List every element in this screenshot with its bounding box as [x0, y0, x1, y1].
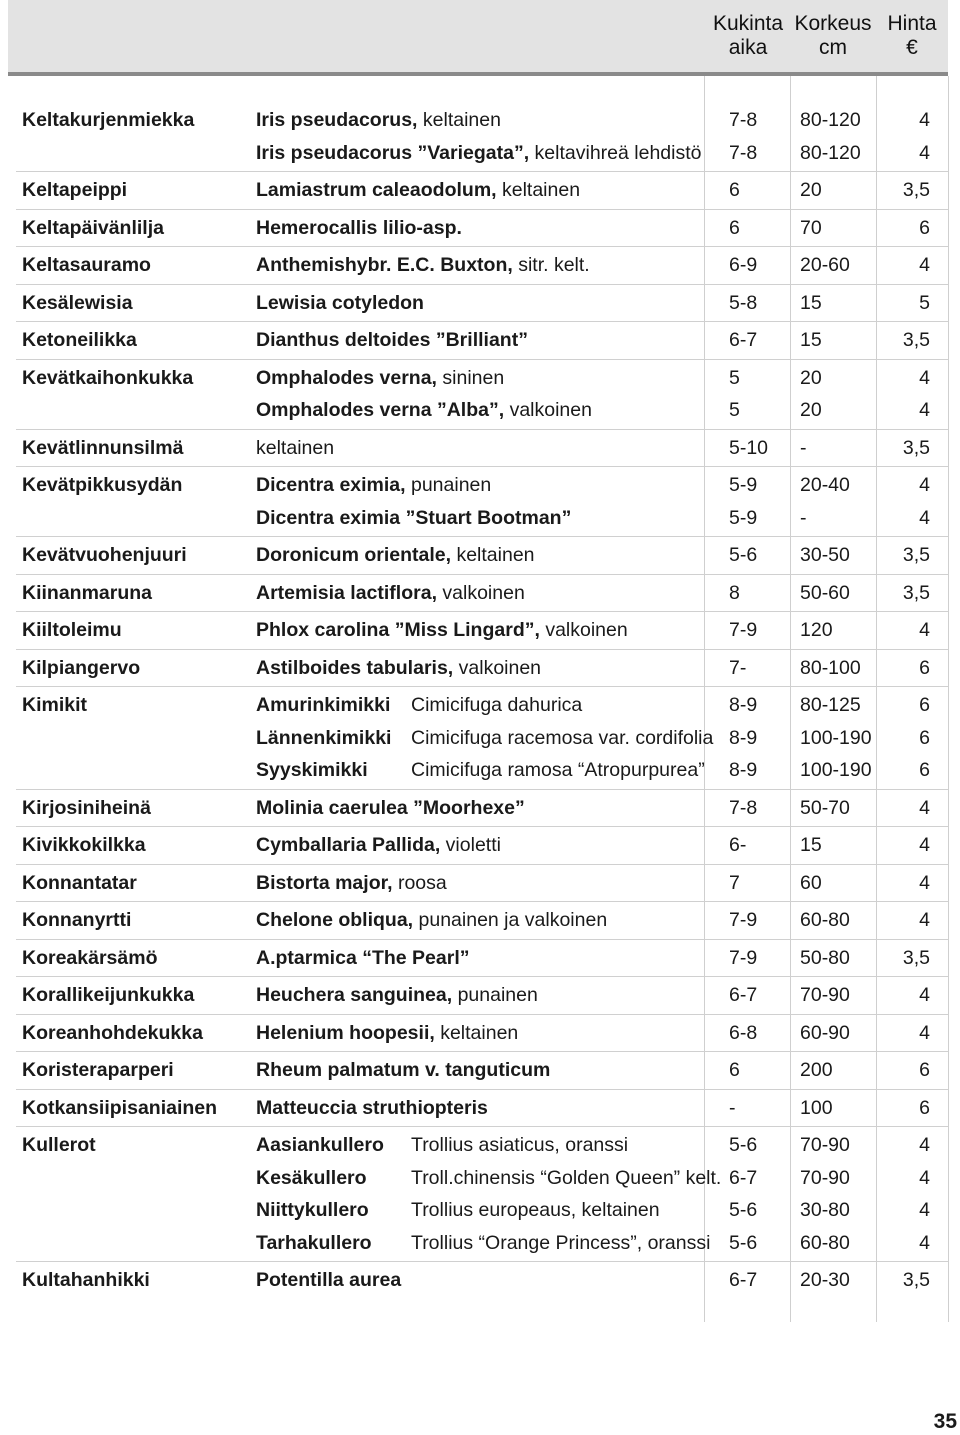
plant-latin-name: [256, 366, 504, 390]
header-hinta-line2: €: [906, 36, 918, 59]
plant-latin-name: [256, 758, 368, 782]
latin-name-description: roosa: [392, 871, 447, 894]
bloom-time: 8-9: [729, 759, 758, 781]
latin-name-bold: Phlox carolina ”Miss Lingard”,: [256, 619, 540, 641]
price: 4: [919, 474, 930, 496]
plant-latin-name: [256, 581, 525, 605]
price: 3,5: [902, 329, 930, 351]
price: 4: [919, 254, 930, 276]
plant-botanical-name: Troll.chinensis “Golden Queen” kelt.: [411, 1166, 722, 1189]
height: -: [800, 506, 807, 529]
latin-name-bold: Potentilla aurea: [256, 1269, 402, 1291]
height: 70-90: [800, 1134, 850, 1156]
latin-name-bold: Dicentra eximia ”Stuart Bootman”: [256, 506, 572, 529]
row-separator: [16, 246, 948, 247]
plant-latin-name: [256, 178, 580, 202]
price: 4: [919, 1166, 930, 1189]
latin-name-bold: A.ptarmica “The Pearl”: [256, 946, 470, 969]
latin-name-bold: Dianthus deltoides ”Brilliant”: [256, 329, 528, 351]
price: 4: [919, 834, 930, 856]
price: 6: [919, 726, 930, 749]
height: 100-190: [800, 759, 872, 781]
plant-latin-name: [256, 656, 541, 680]
row-separator: [16, 359, 948, 360]
plant-finnish-name: Konnantatar: [22, 871, 137, 894]
plant-finnish-name: Kilpiangervo: [22, 656, 141, 679]
bloom-time: 5: [729, 399, 740, 421]
bloom-time: 6-8: [729, 1021, 758, 1044]
bloom-time: 5-10: [729, 436, 769, 459]
height: 120: [800, 619, 833, 641]
price: 3,5: [902, 946, 930, 969]
row-separator: [16, 939, 948, 940]
plant-finnish-name: Keltapeippi: [22, 179, 128, 201]
bloom-time: 6-7: [729, 984, 758, 1006]
latin-name-bold: Molinia caerulea ”Moorhexe”: [256, 796, 525, 819]
latin-name-bold: Iris pseudacorus ”Variegata”,: [256, 141, 530, 164]
height: 70: [800, 216, 822, 239]
bloom-time: 6-7: [729, 1269, 758, 1291]
latin-name-bold: Chelone obliqua,: [256, 909, 414, 931]
latin-name-description: punainen ja valkoinen: [413, 909, 608, 931]
price: 6: [919, 656, 930, 679]
column-divider: [704, 76, 705, 1322]
latin-name-bold: Omphalodes verna,: [256, 366, 437, 389]
plant-latin-name: [256, 946, 470, 970]
plant-latin-name: [256, 1021, 518, 1045]
latin-name-bold: Heuchera sanguinea,: [256, 984, 453, 1006]
row-separator: [16, 209, 948, 210]
height: 20-40: [800, 474, 850, 496]
header-korkeus: [790, 12, 876, 60]
plant-botanical-name: Cimicifuga ramosa “Atropurpurea”: [411, 759, 705, 781]
latin-name-bold: Syyskimikki: [256, 759, 368, 781]
plant-finnish-name: Keltasauramo: [22, 254, 151, 276]
price: 6: [919, 216, 930, 239]
row-separator: [16, 1089, 948, 1090]
row-separator: [16, 864, 948, 865]
bloom-time: 5-9: [729, 474, 758, 496]
height: 80-120: [800, 141, 861, 164]
latin-name-description: valkoinen: [539, 619, 628, 641]
price: 6: [919, 1096, 930, 1119]
height: 20-60: [800, 254, 850, 276]
row-separator: [16, 789, 948, 790]
price: 4: [919, 1231, 930, 1254]
plant-finnish-name: Kevätpikkusydän: [22, 474, 183, 496]
plant-finnish-name: Keltakurjenmiekka: [22, 109, 195, 131]
height: 80-120: [800, 109, 861, 131]
bloom-time: -: [729, 1096, 736, 1119]
header-divider: [8, 72, 948, 76]
plant-latin-name: [256, 1058, 550, 1082]
row-separator: [16, 284, 948, 285]
latin-name-bold: Lännenkimikki: [256, 726, 392, 749]
bloom-time: 5: [729, 366, 740, 389]
latin-name-bold: Dicentra eximia,: [256, 474, 406, 496]
header-kukinta-aika: [706, 12, 790, 60]
row-separator: [16, 901, 948, 902]
plant-latin-name: [256, 253, 590, 277]
latin-name-bold: Doronicum orientale,: [256, 544, 452, 566]
price: 6: [919, 694, 930, 716]
height: 50-70: [800, 796, 850, 819]
header-korkeus-line1: Korkeus: [794, 12, 872, 35]
price: 4: [919, 1021, 930, 1044]
plant-finnish-name: Ketoneilikka: [22, 329, 137, 351]
row-separator: [16, 1261, 948, 1262]
latin-name-description: valkoinen: [453, 656, 542, 679]
price: 4: [919, 109, 930, 131]
height: 20: [800, 179, 822, 201]
height: 100: [800, 1096, 833, 1119]
height: 80-100: [800, 656, 861, 679]
row-separator: [16, 466, 948, 467]
price: 4: [919, 399, 930, 421]
latin-name-bold: Tarhakullero: [256, 1231, 372, 1254]
price: 4: [919, 871, 930, 894]
latin-name-bold: Cymballaria Pallida,: [256, 834, 441, 856]
latin-name-bold: Amurinkimikki: [256, 694, 391, 716]
column-divider: [948, 76, 949, 1322]
bloom-time: 6: [729, 1059, 740, 1081]
bloom-time: 7-8: [729, 141, 758, 164]
latin-name-description: valkoinen: [504, 399, 592, 421]
header-korkeus-line2: cm: [819, 36, 847, 59]
price: 4: [919, 796, 930, 819]
bloom-time: 7-9: [729, 619, 758, 641]
row-separator: [16, 574, 948, 575]
row-separator: [16, 536, 948, 537]
plant-latin-name: [256, 618, 628, 642]
plant-latin-name: [256, 216, 462, 240]
header-hinta: [876, 12, 948, 60]
bloom-time: 5-6: [729, 1231, 758, 1254]
latin-name-bold: Artemisia lactiflora,: [256, 581, 437, 604]
height: 60-90: [800, 1021, 850, 1044]
bloom-time: 7-: [729, 656, 747, 679]
plant-latin-name: [256, 983, 538, 1007]
latin-name-description: keltainen: [417, 109, 501, 131]
latin-name-bold: Helenium hoopesii,: [256, 1021, 435, 1044]
price: 4: [919, 141, 930, 164]
plant-finnish-name: Kevätvuohenjuuri: [22, 544, 187, 566]
bloom-time: 7: [729, 871, 740, 894]
bloom-time: 6-7: [729, 329, 758, 351]
latin-name-description: valkoinen: [436, 581, 525, 604]
plant-latin-name: [256, 1166, 367, 1190]
bloom-time: 7-9: [729, 909, 758, 931]
plant-finnish-name: Korallikeijunkukka: [22, 984, 195, 1006]
bloom-time: 6-9: [729, 254, 758, 276]
plant-finnish-name: Kivikkokilkka: [22, 834, 146, 856]
price: 3,5: [902, 436, 930, 459]
plant-latin-name: [256, 1198, 369, 1222]
latin-name-description: sininen: [436, 366, 505, 389]
bloom-time: 5-6: [729, 1134, 758, 1156]
price: 5: [919, 291, 930, 314]
plant-latin-name: [256, 398, 592, 422]
height: 60-80: [800, 909, 850, 931]
row-separator: [16, 649, 948, 650]
latin-name-description: sitr. kelt.: [512, 254, 590, 276]
price: 4: [919, 506, 930, 529]
height: 60: [800, 871, 822, 894]
row-separator: [16, 826, 948, 827]
latin-name-description: keltavihreä lehdistö: [529, 141, 702, 164]
height: 15: [800, 834, 822, 856]
bloom-time: 7-8: [729, 109, 758, 131]
plant-botanical-name: Cimicifuga dahurica: [411, 694, 583, 716]
price: 6: [919, 1059, 930, 1081]
latin-name-description: punainen: [452, 984, 538, 1006]
plant-finnish-name: Kotkansiipisaniainen: [22, 1096, 218, 1119]
plant-finnish-name: Koreakärsämö: [22, 946, 158, 969]
bloom-time: 8-9: [729, 726, 758, 749]
latin-name-description: keltainen: [496, 179, 581, 201]
price: 4: [919, 984, 930, 1006]
plant-latin-name: [256, 291, 424, 315]
height: 20: [800, 366, 822, 389]
header-hinta-line1: Hinta: [887, 12, 937, 35]
latin-name-bold: Rheum palmatum v. tanguticum: [256, 1059, 551, 1081]
plant-latin-name: [256, 141, 701, 165]
plant-botanical-name: Trollius asiaticus, oranssi: [411, 1134, 629, 1156]
latin-name-description: punainen: [405, 474, 492, 496]
row-separator: [16, 611, 948, 612]
plant-finnish-name: Kultahanhikki: [22, 1269, 150, 1291]
bloom-time: 8: [729, 581, 740, 604]
latin-name-bold: Niittykullero: [256, 1199, 369, 1221]
height: 70-90: [800, 1166, 850, 1189]
latin-name-description: keltainen: [256, 436, 335, 459]
height: 20: [800, 399, 822, 421]
price: 3,5: [902, 581, 930, 604]
price: 3,5: [902, 1269, 930, 1291]
bloom-time: 6-: [729, 834, 747, 856]
plant-latin-name: [256, 693, 390, 717]
bloom-time: 5-8: [729, 291, 758, 314]
plant-finnish-name: Kullerot: [22, 1134, 96, 1156]
latin-name-bold: Aasiankullero: [256, 1134, 384, 1156]
row-separator: [16, 321, 948, 322]
height: 60-80: [800, 1231, 850, 1254]
height: -: [800, 436, 807, 459]
plant-finnish-name: Kevätkaihonkukka: [22, 366, 194, 389]
row-separator: [16, 1126, 948, 1127]
latin-name-bold: Lamiastrum caleaodolum,: [256, 179, 497, 201]
plant-finnish-name: Konnanyrtti: [22, 909, 132, 931]
plant-latin-name: [256, 328, 528, 352]
bloom-time: 8-9: [729, 694, 758, 716]
plant-finnish-name: Kesälewisia: [22, 291, 133, 314]
row-separator: [16, 976, 948, 977]
plant-botanical-name: Trollius europeaus, keltainen: [411, 1199, 660, 1221]
height: 20-30: [800, 1269, 850, 1291]
bloom-time: 7-9: [729, 946, 758, 969]
column-divider: [790, 76, 791, 1322]
row-separator: [16, 1051, 948, 1052]
plant-latin-name: [256, 1268, 401, 1292]
plant-latin-name: [256, 908, 607, 932]
latin-name-bold: Matteuccia struthiopteris: [256, 1096, 488, 1119]
bloom-time: 6-7: [729, 1166, 758, 1189]
plant-latin-name: [256, 796, 525, 820]
bloom-time: 6: [729, 179, 740, 201]
price: 3,5: [902, 544, 930, 566]
page-number: 35: [933, 1410, 957, 1433]
bloom-time: 5-6: [729, 544, 758, 566]
plant-finnish-name: Kimikit: [22, 694, 88, 716]
plant-latin-name: [256, 1133, 384, 1157]
header-aika-line1: Kukinta: [712, 12, 784, 35]
height: 70-90: [800, 984, 850, 1006]
price: 4: [919, 1134, 930, 1156]
height: 50-80: [800, 946, 850, 969]
row-separator: [16, 1014, 948, 1015]
height: 30-80: [800, 1199, 850, 1221]
height: 100-190: [800, 726, 872, 749]
plant-finnish-name: Koreanhohdekukka: [22, 1021, 203, 1044]
plant-latin-name: [256, 726, 391, 750]
latin-name-bold: Lewisia cotyledon: [256, 291, 424, 314]
bloom-time: 7-8: [729, 796, 758, 819]
plant-finnish-name: Kiiltoleimu: [22, 619, 122, 641]
latin-name-bold: Iris pseudacorus,: [256, 109, 418, 131]
bloom-time: 6: [729, 216, 740, 239]
latin-name-description: keltainen: [451, 544, 535, 566]
plant-finnish-name: Kirjosiniheinä: [22, 796, 151, 819]
price: 3,5: [902, 179, 930, 201]
header-aika-line2: aika: [728, 36, 768, 59]
plant-finnish-name: Kiinanmaruna: [22, 581, 153, 604]
plant-latin-name: [256, 108, 501, 132]
latin-name-bold: Omphalodes verna ”Alba”,: [256, 399, 505, 421]
latin-name-bold: Astilboides tabularis,: [256, 656, 454, 679]
latin-name-bold: Anthemishybr. E.C. Buxton,: [256, 254, 513, 276]
plant-finnish-name: Keltapäivänlilja: [22, 216, 164, 239]
plant-botanical-name: Cimicifuga racemosa var. cordifolia: [411, 726, 714, 749]
row-separator: [16, 686, 948, 687]
plant-latin-name: [256, 1231, 372, 1255]
plant-latin-name: [256, 436, 334, 460]
column-divider: [876, 76, 877, 1322]
row-separator: [16, 171, 948, 172]
latin-name-description: violetti: [440, 834, 501, 856]
height: 50-60: [800, 581, 850, 604]
latin-name-bold: Kesäkullero: [256, 1166, 367, 1189]
height: 200: [800, 1059, 833, 1081]
height: 15: [800, 291, 822, 314]
plant-latin-name: [256, 871, 447, 895]
height: 30-50: [800, 544, 850, 566]
plant-latin-name: [256, 473, 491, 497]
plant-latin-name: [256, 833, 501, 857]
plant-latin-name: [256, 543, 535, 567]
plant-latin-name: [256, 506, 571, 530]
latin-name-bold: Hemerocallis lilio-asp.: [256, 216, 462, 239]
price: 4: [919, 1199, 930, 1221]
plant-finnish-name: Koristeraparperi: [22, 1059, 174, 1081]
bloom-time: 5-6: [729, 1199, 758, 1221]
height: 15: [800, 329, 822, 351]
plant-botanical-name: Trollius “Orange Princess”, oranssi: [411, 1231, 711, 1254]
bloom-time: 5-9: [729, 506, 758, 529]
plant-finnish-name: Kevätlinnunsilmä: [22, 436, 184, 459]
price: 4: [919, 366, 930, 389]
latin-name-bold: Bistorta major,: [256, 871, 393, 894]
height: 80-125: [800, 694, 861, 716]
price: 4: [919, 909, 930, 931]
row-separator: [16, 429, 948, 430]
latin-name-description: keltainen: [434, 1021, 519, 1044]
price: 6: [919, 759, 930, 781]
plant-latin-name: [256, 1096, 488, 1120]
price: 4: [919, 619, 930, 641]
